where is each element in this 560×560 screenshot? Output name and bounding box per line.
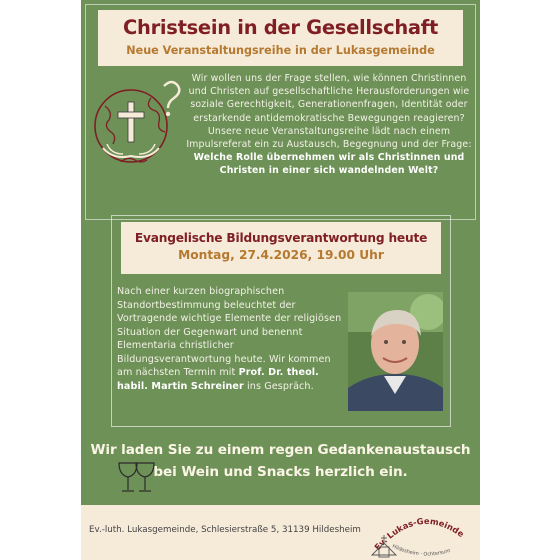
poster-subtitle: Neue Veranstaltungsreihe in der Lukasgemeinde	[126, 44, 435, 57]
church-logo-icon	[370, 507, 478, 559]
wine-glasses-icon	[115, 459, 157, 495]
question-mark-icon	[164, 82, 179, 108]
logo-bottom-text: Hildesheim · Ochtersum	[391, 543, 452, 558]
speaker-photo	[348, 292, 443, 411]
event-title: Evangelische Bildungsverantwortung heute	[134, 231, 428, 245]
intro-text: Wir wollen uns der Frage stellen, wie können Christinnen und Christen auf gesellschaftliche Herausforderungen wie soziale Gerechtigkeit, Generationenfragen, Identität oder erstarkende antidemokratische Bewegungen reagieren? Unsere neue Veranstaltungsreihe lädt nach einem Impulsreferat ein zu Austausch, Begegnung und der Frage:	[186, 73, 472, 151]
invitation-line-1: Wir laden Sie zu einem regen Gedankenaustausch	[90, 442, 471, 458]
event-poster	[81, 0, 480, 560]
footer	[81, 505, 480, 560]
intro-paragraph	[184, 72, 474, 178]
poster-title: Christsein in der Gesellschaft	[123, 16, 438, 39]
event-banner	[121, 222, 441, 274]
intro-highlight: Welche Rolle übernehmen wir als Christinnen und Christen in einer sich wandelnden Welt?	[193, 152, 465, 177]
svg-text:Hildesheim · Ochtersum	[391, 543, 451, 557]
invitation-line-2: bei Wein und Snacks herzlich ein.	[153, 464, 408, 480]
logo-top-text: Ev. Lukas-Gemeinde	[372, 515, 466, 553]
header-banner	[98, 10, 463, 66]
speaker-name: Prof. Dr. theol. habil. Martin Schreiner	[117, 367, 319, 392]
globe-cross-hands-icon	[87, 72, 185, 180]
event-description	[117, 285, 347, 393]
church-address: Ev.-luth. Lukasgemeinde, Schlesierstraße 5, 31139 Hildesheim	[89, 525, 361, 535]
description-end: ins Gespräch.	[243, 380, 314, 392]
event-date: Montag, 27.4.2026, 19.00 Uhr	[178, 248, 384, 262]
description-text: Nach einer kurzen biographischen Standortbestimmung beleuchtet der Vortragende wichtige Elemente der religiösen Situation der Gegenwart und benennt Elementaria christlicher Bildungsverantwortung heute. Wir kommen am nächsten Termin mit	[117, 286, 342, 378]
